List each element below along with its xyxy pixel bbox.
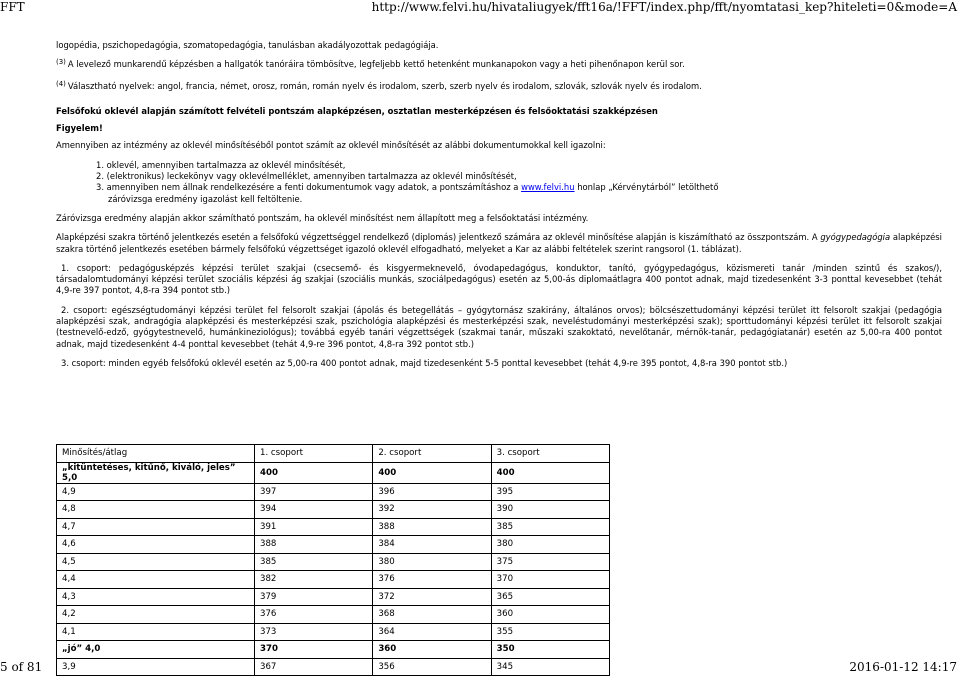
table-cell: 345 [491,658,609,676]
footnote-4-number: (4) [56,79,66,88]
table-cell: 376 [255,606,373,624]
table-cell: 356 [373,658,491,676]
table-cell: 375 [491,553,609,571]
paragraph-text: alapképzési szakra történő jelentkezés esetében bármely felsőfokú végzettséget igazoló oklevél elfogadható, melyeket a Kar az alábbi feltételek szerint rangsorol (1. táblázat). [56,232,943,254]
page-counter: 5 of 81 [0,660,43,674]
list-item: 1. oklevél, amennyiben tartalmazza az oklevél minősítését, [96,159,346,170]
table-header-cell: 1. csoport [255,445,373,463]
table-cell: 360 [373,641,491,659]
table-cell: 4,1 [57,623,255,641]
table-row [57,571,610,589]
footnote-3-text: A levelező munkarendű képzésben a hallgatók tanóráira tömbösítve, legfeljebb kettő hetenként munkanapokon vagy a heti pihenőnapon kerül sor. [67,59,685,70]
group-3-paragraph: 3. csoport: minden egyéb felsőfokú oklevél esetén az 5,00-ra 400 pontot adnak, majd tizedesenként 5-5 ponttal kevesebbet (tehát 4,9-re 395 pontot, 4,8-ra 390 pontot stb.) [61,357,788,368]
table-cell: 380 [491,536,609,554]
table-cell: 365 [491,588,609,606]
table-cell: 379 [255,588,373,606]
table-row [57,501,610,519]
paragraph-text: Alapképzési szakra történő jelentkezés esetén a felsőfokú végzettséggel rendelkező (diplomás) jelentkező számára az oklevél minősítése alapján is kiszámítható az összpontszám. A [56,232,821,243]
table-cell: 384 [373,536,491,554]
list-item [96,182,942,193]
footnote-4-text: Választható nyelvek: angol, francia, német, orosz, román, román nyelv és irodalom, szerb, szerb nyelv és irodalom, szlovák, szlovák nyelv és irodalom. [67,80,702,91]
table-cell: 396 [373,483,491,501]
table-cell: 350 [491,641,609,659]
felvi-link[interactable]: www.felvi.hu [521,182,575,193]
table-header-cell: 3. csoport [491,445,609,463]
points-table [56,444,610,676]
table-cell: 388 [255,536,373,554]
browser-print-header-url: http://www.felvi.hu/hivataliugyek/fft16a/!FFT/index.php/fft/nyomtatasi_kep?hiteleti=0&mode=A [371,0,957,14]
table-cell: 392 [373,501,491,519]
footnote-4 [56,79,942,92]
table-cell: 367 [255,658,373,676]
table-cell: 370 [491,571,609,589]
list-item-text: 3. amennyiben nem állnak rendelkezésére a fenti dokumentumok vagy adatok, a pontszámításhoz a [96,182,522,193]
table-cell: 385 [491,518,609,536]
table-row [57,588,610,606]
list-item-continuation: záróvizsga eredmény igazolást kell feltöltenie. [108,193,303,204]
group-1-paragraph: 1. csoport: pedagógusképzés képzési terület szakjai (csecsemő- és kisgyermeknevelő, óvodapedagógus, konduktor, tanító, gyógypedagógus, közismereti tanár /minden szintű és szakos/), társadalomtudományi képzési terület szociális képzési ág szakjai (szociális munkás, szociálpedagógus) esetén az 5,00-ás diplomaátlagra 400 pontot adnak, majd tizedesenként 3-3 ponttal kevesebbet (tehát 4,9-re 397 pontot, 4,8-ra 394 pontot stb.) [56,262,942,296]
table-row [57,518,610,536]
table-header-row [57,445,610,463]
browser-print-header-title: FFT [0,0,25,14]
table-row [57,483,610,501]
table-cell: 376 [373,571,491,589]
table-cell: 390 [491,501,609,519]
table-cell: 382 [255,571,373,589]
footnote-continuation: logopédia, pszichopedagógia, szomatopedagógia, tanulásban akadályozottak pedagógiája. [56,40,439,50]
table-cell: 4,6 [57,536,255,554]
table-cell: 372 [373,588,491,606]
table-cell: „kitüntetéses, kitűnő, kiváló, jeles” 5,0 [57,462,255,483]
table-cell: 4,5 [57,553,255,571]
table-cell: 4,8 [57,501,255,519]
table-cell: 388 [373,518,491,536]
intro-paragraph: Amennyiben az intézmény az oklevél minősítéséből pontot számít az oklevél minősítését az alábbi dokumentumokkal kell igazolni: [56,140,606,151]
table-cell: 397 [255,483,373,501]
table-row [57,658,610,676]
warning-label: Figyelem! [56,123,103,134]
table-cell: 364 [373,623,491,641]
table-cell: 370 [255,641,373,659]
table-header-cell: 2. csoport [373,445,491,463]
table-cell: 360 [491,606,609,624]
table-cell: 400 [255,462,373,483]
document-body [56,40,942,369]
table-cell: 373 [255,623,373,641]
bachelor-paragraph [56,232,942,255]
final-exam-paragraph: Záróvizsga eredmény alapján akkor számítható pontszám, ha oklevél minősítést nem állapított meg a felsőoktatási intézmény. [56,212,589,223]
table-cell: 380 [373,553,491,571]
table-cell: 4,2 [57,606,255,624]
table-cell: 368 [373,606,491,624]
table-cell: 391 [255,518,373,536]
section-heading: Felsőfokú oklevél alapján számított felvételi pontszám alapképzésen, osztatlan mesterképzésen és felsőoktatási szakképzésen [56,105,658,116]
table-cell: 400 [373,462,491,483]
table-cell: 395 [491,483,609,501]
table-cell: 4,9 [57,483,255,501]
table-cell: 385 [255,553,373,571]
table-cell: „jó” 4,0 [57,641,255,659]
table-row [57,623,610,641]
table-row [57,606,610,624]
table-cell: 4,3 [57,588,255,606]
table-cell: 400 [491,462,609,483]
table-cell: 394 [255,501,373,519]
table-row [57,553,610,571]
group-2-paragraph: 2. csoport: egészségtudományi képzési terület fel felsorolt szakjai (ápolás és betegellátás – gyógytornász szakirány, általános orvos); bölcsészettudományi képzési terület itt felsorolt szakjai (pedagógia alapképzési szak, andragógia alapképzési és mesterképzési szak, pszichológia alapképzési és mesterképzési szak, neveléstudományi mesterképzési szak); sporttudományi képzési terület itt felsorolt szakjai (testnevelő-edző, gyógytestnevelő, humánkineziológus); továbbá egyéb tanári végzettségek (szakmai tanár, műszaki szakoktató, nevelőtanár, mérnök-tanár, pedagógiatanár) esetén az 5,00-ra 400 pontot adnak, majd tizedesenként 4-4 ponttal kevesebbet (tehát 4,9-re 396 pontot, 4,8-ra 392 pontot stb.) [56,304,942,349]
table-header-cell: Minősítés/átlag [57,445,255,463]
table-cell: 355 [491,623,609,641]
table-cell: 3,9 [57,658,255,676]
table-row [57,641,610,659]
table-row [57,536,610,554]
footnote-3-number: (3) [56,58,66,67]
document-list [56,160,942,205]
table-cell: 4,4 [57,571,255,589]
list-item-text: honlap „Kérvénytárból” letölthető [574,182,719,193]
print-timestamp: 2016-01-12 14:17 [849,660,957,674]
list-item: 2. (elektronikus) leckekönyv vagy oklevélmelléklet, amennyiben tartalmazza az oklevél minősítését, [96,171,517,182]
footnote-3 [56,57,942,70]
table-cell: 4,7 [57,518,255,536]
paragraph-italic: gyógypedagógia [820,232,891,243]
table-row [57,462,610,483]
